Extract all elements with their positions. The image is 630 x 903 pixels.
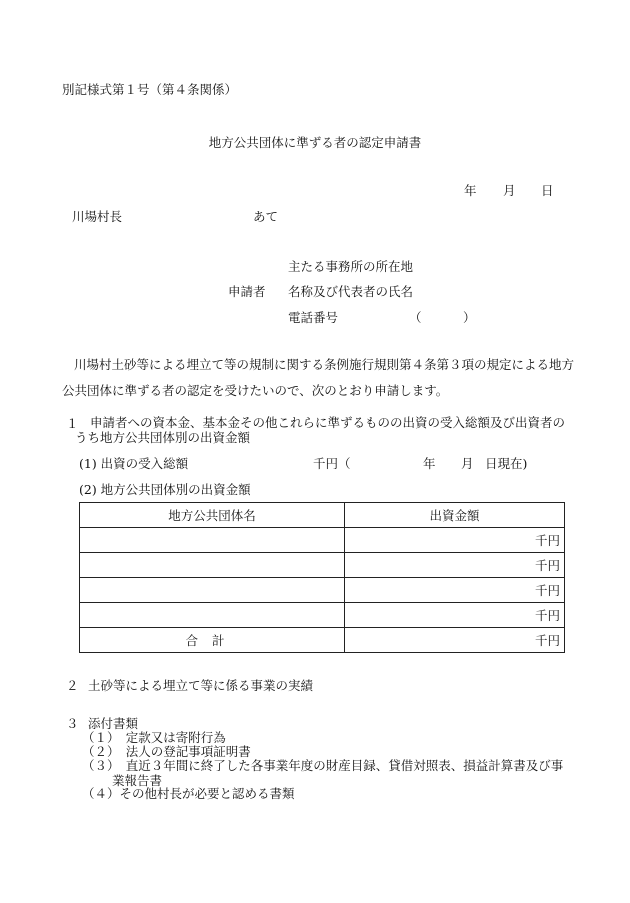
- entity-name-cell[interactable]: [80, 553, 345, 578]
- phone-paren-open: （: [409, 310, 422, 325]
- section2-number: ２: [66, 678, 79, 693]
- applicant-name-label: 名称及び代表者の氏名: [288, 284, 414, 299]
- table-total-row: [80, 628, 565, 653]
- item1-label: (1) 出資の受入総額: [79, 456, 189, 471]
- header-amount: 出資金額: [345, 503, 565, 528]
- total-label: 合計: [80, 628, 345, 653]
- section1-number: １: [66, 416, 79, 431]
- form-identifier: 別記様式第１号（第４条関係）: [62, 82, 238, 97]
- date-month-label: 月: [503, 183, 516, 198]
- intro-paragraph: 川場村土砂等による埋立て等の規制に関する条例施行規則第４条第３項の規定による地方公共団体に準ずる者の認定を受けたいので、次のとおり申請します。: [62, 357, 575, 398]
- section2-heading: [66, 678, 313, 694]
- date-day-label: 日: [541, 183, 554, 198]
- item2-label: (2) 地方公共団体別の出資金額: [79, 482, 251, 497]
- table-row: [80, 553, 565, 578]
- item1-month-label: 月: [461, 456, 474, 471]
- applicant-address-label: 主たる事務所の所在地: [288, 259, 414, 274]
- section3-text: 添付書類: [88, 716, 139, 731]
- section3-number: ３: [66, 716, 79, 731]
- table-row: [80, 528, 565, 553]
- table-header-row: [80, 503, 565, 528]
- header-entity-name: 地方公共団体名: [80, 503, 345, 528]
- table-row: [80, 578, 565, 603]
- amount-cell[interactable]: 千円: [345, 603, 565, 628]
- phone-paren-close: ）: [463, 310, 476, 325]
- applicant-label: 申請者: [228, 284, 266, 299]
- attachment-item-3-continuation: 業報告書: [112, 773, 163, 788]
- section1-heading-line2: うち地方公共団体別の出資金額: [75, 430, 251, 445]
- attachment-item-4: （４）その他村長が必要と認める書類: [82, 786, 295, 801]
- addressee-suffix: あて: [253, 209, 279, 224]
- attachment-item-1: （１） 定款又は寄附行為: [82, 730, 226, 745]
- attachment-item-3: （３） 直近３年間に終了した各事業年度の財産目録、貸借対照表、損益計算書及び事: [82, 758, 564, 773]
- addressee-name: 川場村長: [72, 209, 123, 224]
- investment-table: [79, 502, 565, 653]
- applicant-phone-label: 電話番号: [288, 310, 339, 325]
- section2-text: 土砂等による埋立て等に係る事業の実績: [88, 678, 314, 693]
- amount-cell[interactable]: 千円: [345, 553, 565, 578]
- item1-year-label: 年: [423, 456, 436, 471]
- amount-cell[interactable]: 千円: [345, 578, 565, 603]
- amount-cell[interactable]: 千円: [345, 528, 565, 553]
- entity-name-cell[interactable]: [80, 603, 345, 628]
- total-amount-cell[interactable]: 千円: [345, 628, 565, 653]
- entity-name-cell[interactable]: [80, 578, 345, 603]
- section1-heading-line1: 申請者への資本金、基本金その他これらに準ずるものの出資の受入総額及び出資者の: [90, 415, 566, 430]
- item1-as-of-label: 日現在): [485, 456, 528, 471]
- document-title: 地方公共団体に準ずる者の認定申請書: [208, 135, 422, 150]
- entity-name-cell[interactable]: [80, 528, 345, 553]
- attachment-item-2: （２） 法人の登記事項証明書: [82, 744, 251, 759]
- item1-unit: 千円（: [313, 456, 351, 471]
- table-row: [80, 603, 565, 628]
- date-year-label: 年: [464, 183, 477, 198]
